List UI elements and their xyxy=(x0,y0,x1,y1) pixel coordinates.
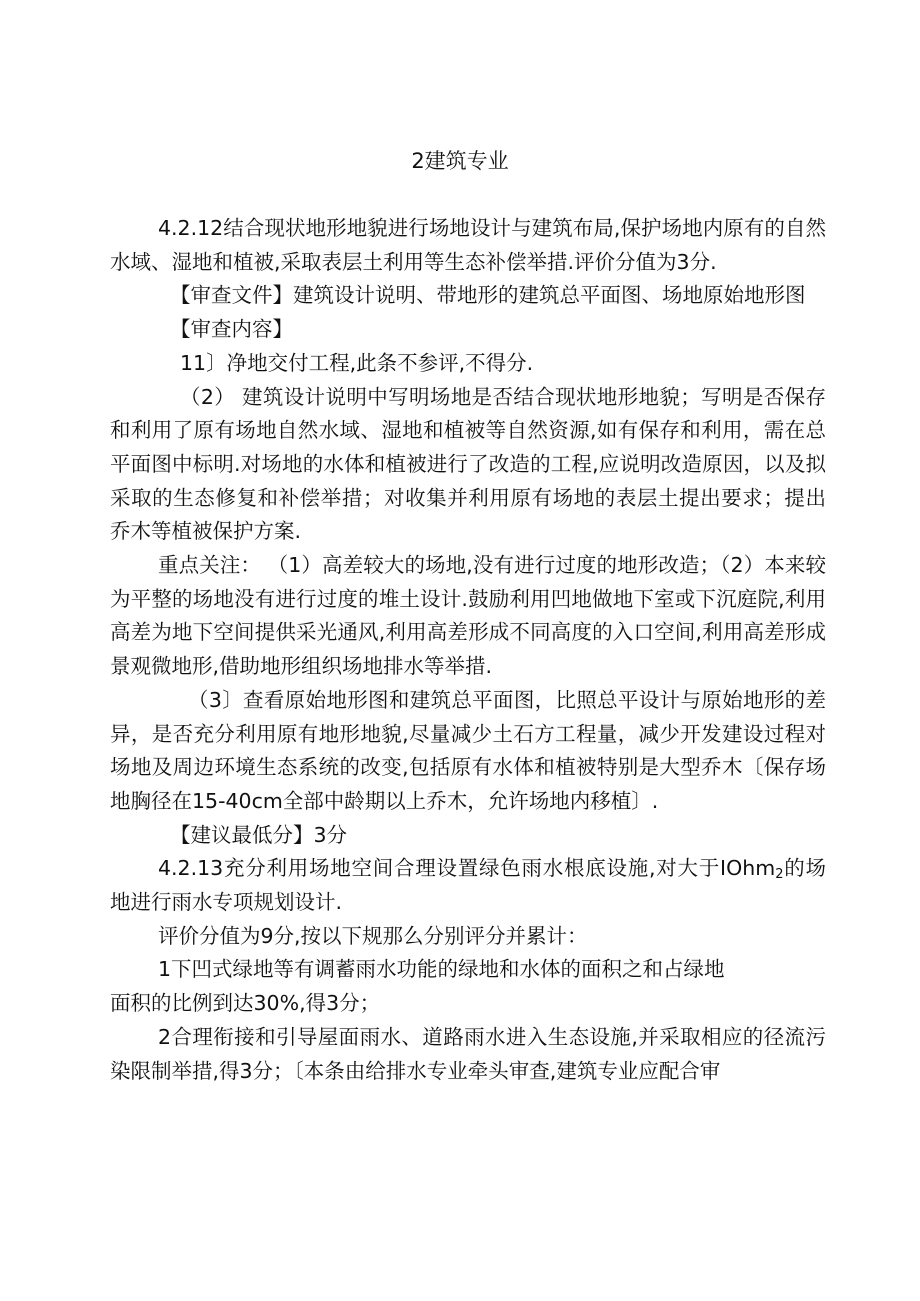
page-title: 2建筑专业 xyxy=(411,149,509,173)
document-body xyxy=(110,212,826,1088)
clause-4-2-13-text: 4.2.13充分利用场地空间合理设置绿色雨水根底设施,对大于IOhm xyxy=(158,856,776,881)
review-item-3: （3〕查看原始地形图和建筑总平面图，比照总平设计与原始地形的差异，是否充分利用原有地形地貌,尽量减少土石方工程量，减少开发建设过程对场地及周边环境生态系统的改变,包括原有水体和植被特别是大型乔木〔保存场地胸径在15-40cm全部中龄期以上乔木，允许场地内移植〕. xyxy=(110,687,826,813)
review-item-1: 11〕净地交付工程,此条不参评,不得分. xyxy=(180,350,534,375)
key-focus: 重点关注： （1）高差较大的场地,没有进行过度的地形改造；（2）本来较为平整的场地没有进行过度的堆土设计.鼓励利用凹地做地下室或下沉庭院,利用高差为地下空间提供采光通风,利用高差形成不同高度的入口空间,利用高差形成景观微地形,借助地形组织场地排水等举措. xyxy=(110,553,826,679)
rule-2: 2合理衔接和引导屋面雨水、道路雨水进入生态设施,并采取相应的径流污染限制举措,得3分；〔本条由给排水专业牵头审查,建筑专业应配合审 xyxy=(110,1024,826,1083)
review-content-heading: 【审查内容】 xyxy=(170,317,293,342)
score-rules: 评价分值为9分,按以下规那么分别评分并累计： xyxy=(158,923,588,948)
clause-4-2-12: 4.2.12结合现状地形地貌进行场地设计与建筑布局,保护场地内原有的自然水域、湿地和植被,采取表层土利用等生态补偿举措.评价分值为3分. xyxy=(110,216,826,274)
review-documents: 【审查文件】建筑设计说明、带地形的建筑总平面图、场地原始地形图 xyxy=(170,283,806,308)
area-unit-subscript: 2 xyxy=(775,867,784,883)
clause-4-2-13-tail: 的场地进行雨水专项规划设计. xyxy=(110,856,826,915)
clause-4-2-13 xyxy=(110,852,826,919)
rule-1-line-2: 面积的比例到达30%,得3分； xyxy=(110,991,381,1016)
rule-1-line-1: 1下凹式绿地等有调蓄雨水功能的绿地和水体的面积之和占绿地 xyxy=(158,957,725,982)
min-score: 【建议最低分】3分 xyxy=(170,822,348,847)
review-item-2: （2） 建筑设计说明中写明场地是否结合现状地形地貌；写明是否保存和利用了原有场地自然水域、湿地和植被等自然资源,如有保存和利用，需在总平面图中标明.对场地的水体和植被进行了改造的工程,应说明改造原因，以及拟采取的生态修复和补偿举措；对收集并利用原有场地的表层土提出要求；提出乔木等植被保护方案. xyxy=(110,384,826,544)
